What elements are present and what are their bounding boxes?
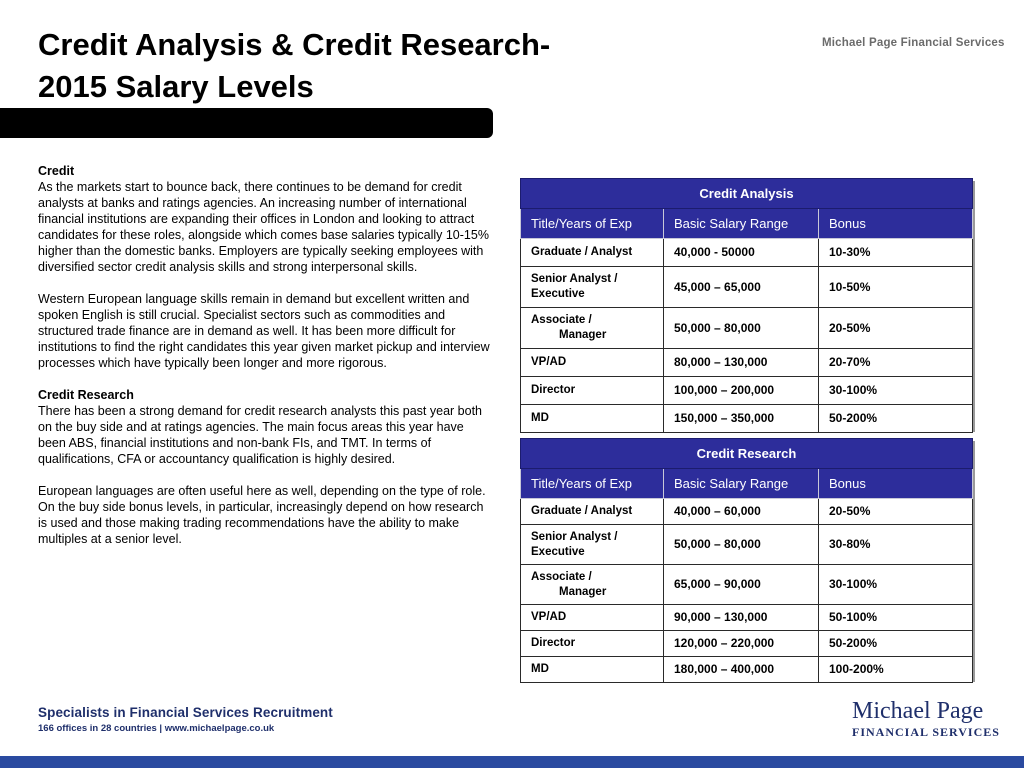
row-title: Senior Analyst / Executive	[521, 267, 664, 308]
row-bonus: 20-70%	[819, 349, 973, 377]
table-row	[521, 377, 973, 405]
row-salary-range: 90,000 – 130,000	[664, 605, 819, 631]
row-title: Graduate / Analyst	[521, 499, 664, 525]
row-title: Associate / Manager	[521, 565, 664, 605]
footer-tagline: Specialists in Financial Services Recruitment	[38, 705, 333, 720]
credit-research-table	[520, 438, 973, 683]
title-line-1: Credit Analysis & Credit Research-	[38, 27, 551, 62]
row-title: Director	[521, 631, 664, 657]
table-row	[521, 657, 973, 683]
brand-label: Michael Page Financial Services	[822, 37, 1005, 49]
credit-paragraph-1: As the markets start to bounce back, there continues to be demand for credit analysts at banks and ratings agencies. An increasing number of international financial institutions are expanding their offices in London and looking to attract candidates for these roles, alongside which comes base salaries typically 10-15% higher than the domestic banks. Employers are typically seeking employees with diversified sector credit analysis skills and strong interpersonal skills.	[38, 180, 489, 274]
row-salary-range: 150,000 – 350,000	[664, 405, 819, 433]
column-header-title: Title/Years of Exp	[521, 469, 664, 499]
table-row	[521, 405, 973, 433]
table-row	[521, 239, 973, 267]
column-header-range: Basic Salary Range	[664, 469, 819, 499]
table-caption: Credit Research	[521, 439, 973, 469]
column-header-bonus: Bonus	[819, 469, 973, 499]
row-title: MD	[521, 405, 664, 433]
row-bonus: 10-30%	[819, 239, 973, 267]
row-salary-range: 50,000 – 80,000	[664, 525, 819, 565]
row-salary-range: 80,000 – 130,000	[664, 349, 819, 377]
table-caption: Credit Analysis	[521, 179, 973, 209]
table-row	[521, 631, 973, 657]
row-salary-range: 45,000 – 65,000	[664, 267, 819, 308]
row-title: VP/AD	[521, 605, 664, 631]
title-line-2: 2015 Salary Levels	[38, 69, 314, 104]
row-salary-range: 40,000 – 60,000	[664, 499, 819, 525]
table-row	[521, 349, 973, 377]
footer-contact: 166 offices in 28 countries | www.michaelpage.co.uk	[38, 723, 275, 734]
table-row	[521, 267, 973, 308]
michael-page-logo	[852, 698, 1000, 740]
credit-paragraph-2: Western European language skills remain in demand but excellent written and spoken English is still crucial. Specialist sectors such as commodities and structured trade finance are in demand as well. It has been more difficult for institutions to find the right candidates this year given market pickup and interview processes which have typically been longer and more rigorous.	[38, 292, 490, 370]
credit-analysis-table	[520, 178, 973, 433]
row-salary-range: 65,000 – 90,000	[664, 565, 819, 605]
row-bonus: 50-100%	[819, 605, 973, 631]
research-paragraph-2: European languages are often useful here as well, depending on the type of role. On the buy side bonus levels, in particular, increasingly depend on how research is used and those making trading recommendations have the ability to make multiples at a senior level.	[38, 484, 486, 546]
row-title: MD	[521, 657, 664, 683]
row-salary-range: 180,000 – 400,000	[664, 657, 819, 683]
row-salary-range: 50,000 – 80,000	[664, 308, 819, 349]
table-row	[521, 565, 973, 605]
row-bonus: 50-200%	[819, 631, 973, 657]
table-row	[521, 605, 973, 631]
logo-name: Michael Page	[852, 698, 984, 724]
row-bonus: 100-200%	[819, 657, 973, 683]
column-header-title: Title/Years of Exp	[521, 209, 664, 239]
title-divider-bar	[0, 108, 493, 138]
row-salary-range: 120,000 – 220,000	[664, 631, 819, 657]
body-text	[38, 163, 493, 547]
page-title	[38, 24, 550, 108]
footer-tagline-block	[38, 705, 333, 734]
table-row	[521, 308, 973, 349]
logo-subtitle: FINANCIAL SERVICES	[852, 725, 1000, 739]
credit-heading: Credit	[38, 164, 75, 178]
row-bonus: 30-100%	[819, 377, 973, 405]
bottom-accent-bar	[0, 756, 1024, 768]
research-paragraph-1: There has been a strong demand for credit research analysts this past year both on the buy side and at ratings agencies. The main focus areas this year have been ABS, financial institutions and non-bank FIs, and TMT. In terms of qualifications, CFA or accountancy qualification is highly desired.	[38, 404, 482, 466]
row-bonus: 10-50%	[819, 267, 973, 308]
row-title: Associate / Manager	[521, 308, 664, 349]
research-heading: Credit Research	[38, 388, 134, 402]
row-salary-range: 100,000 – 200,000	[664, 377, 819, 405]
row-title: Senior Analyst / Executive	[521, 525, 664, 565]
table-row	[521, 525, 973, 565]
table-row	[521, 499, 973, 525]
row-title: VP/AD	[521, 349, 664, 377]
row-title: Graduate / Analyst	[521, 239, 664, 267]
row-bonus: 30-80%	[819, 525, 973, 565]
row-title: Director	[521, 377, 664, 405]
row-salary-range: 40,000 - 50000	[664, 239, 819, 267]
row-bonus: 20-50%	[819, 308, 973, 349]
row-bonus: 20-50%	[819, 499, 973, 525]
row-bonus: 30-100%	[819, 565, 973, 605]
column-header-bonus: Bonus	[819, 209, 973, 239]
column-header-range: Basic Salary Range	[664, 209, 819, 239]
row-bonus: 50-200%	[819, 405, 973, 433]
